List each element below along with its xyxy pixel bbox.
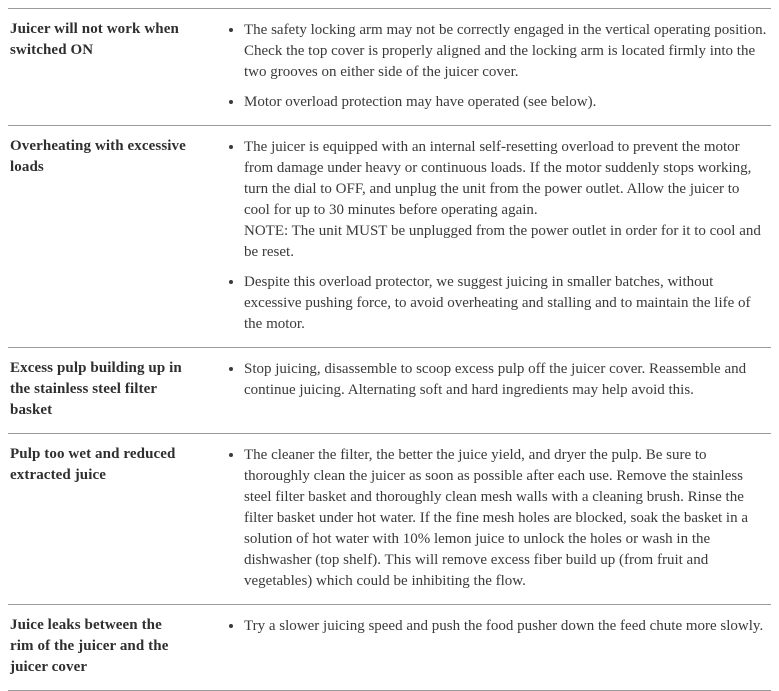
table-row bbox=[8, 605, 771, 691]
solutions-list bbox=[204, 136, 771, 335]
solutions-list bbox=[204, 358, 771, 421]
problem-cell: Juice leaks between the rim of the juicer and the juicer cover bbox=[10, 617, 169, 675]
solution-item: • The cleaner the filter, the better the juice yield, and dryer the pulp. Be sure to thoroughly clean the juicer as soon as possible after each use. Remove the stainless steel filter basket and thoroughly clean mesh walls with a cleaning brush. Rinse the filter basket under hot water. If the fine mesh holes are blocked, soak the basket in a solution of hot water with 10% lemon juice to unlock the holes or wash in the dishwasher (top shelf). This will remove excess fiber build up (from fruit and vegetables) which could be inhibiting the flow. bbox=[244, 444, 767, 592]
table-row bbox=[8, 126, 771, 348]
problem-cell: Juicer will not work when switched ON bbox=[10, 21, 179, 58]
problem-cell: Overheating with excessive loads bbox=[10, 138, 186, 175]
troubleshooting-table bbox=[8, 8, 771, 691]
solution-item: • Despite this overload protector, we suggest juicing in smaller batches, without excessive pushing force, to avoid overheating and stalling and to maintain the life of the motor. bbox=[244, 271, 767, 335]
manual-page bbox=[8, 8, 771, 691]
solution-item: • Try a slower juicing speed and push the food pusher down the feed chute more slowly. bbox=[244, 615, 767, 637]
table-row bbox=[8, 348, 771, 434]
solutions-list bbox=[204, 444, 771, 592]
table-row bbox=[8, 9, 771, 126]
solutions-list bbox=[204, 19, 771, 113]
table-row bbox=[8, 434, 771, 605]
solution-item: • The safety locking arm may not be correctly engaged in the vertical operating position. Check the top cover is properly aligned and the locking arm is located firmly into the two grooves on either side of the juicer cover. bbox=[244, 19, 767, 83]
solutions-list bbox=[204, 615, 771, 678]
solution-item: • Stop juicing, disassemble to scoop excess pulp off the juicer cover. Reassemble and continue juicing. Alternating soft and hard ingredients may help avoid this. bbox=[244, 358, 767, 401]
solution-item: • Motor overload protection may have operated (see below). bbox=[244, 91, 767, 113]
solution-item: • The juicer is equipped with an internal self-resetting overload to prevent the motor from damage under heavy or continuous loads. If the motor suddenly stops working, turn the dial to OFF, and unplug the unit from the power outlet. Allow the juicer to cool for up to 30 minutes before operating again. NOTE: The unit MUST be unplugged from the power outlet in order for it to cool and be reset. bbox=[244, 136, 767, 263]
problem-cell: Excess pulp building up in the stainless steel filter basket bbox=[10, 360, 182, 418]
problem-cell: Pulp too wet and reduced extracted juice bbox=[10, 446, 176, 483]
